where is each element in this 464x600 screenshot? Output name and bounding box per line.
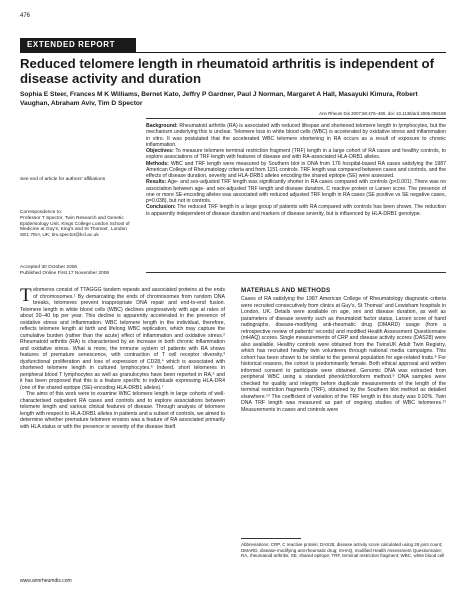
correspondence-label: Correspondence to: — [20, 210, 63, 215]
section-heading: MATERIALS AND METHODS — [241, 287, 331, 294]
dates-block — [20, 265, 132, 277]
citation-line: Ann Rheum Dis 2007;66:476–480. doi: 10.1136/ard.2006.059188 — [319, 111, 446, 116]
abstract-background: Background: Rheumatoid arthritis (RA) is associated with reduced lifespan and shortened telomere length in lymphocytes, but the mechanism underlying this is unclear. Telomere loss in white blood cells (WBC) is accelerated by oxidative stress and inflammation in vitro. It was postulated that the accelerated WBC telomere shortening in RA occurs as a result of exposure to chronic inflammation. — [146, 123, 446, 148]
drop-cap: T — [20, 285, 32, 306]
accepted-date: Accepted 30 October 2006 — [20, 265, 78, 270]
article-title: Reduced telomere length in rheumatoid arthritis is independent of disease activity and duration — [20, 56, 434, 86]
footnote-rule — [241, 538, 301, 539]
abstract-methods: Methods: WBC and TRF length were measured by Southern blot in DNA from 176 hospital-based RA cases satisfying the 1987 American College of Rheumatology criteria and from 1151 controls. TRF length was compared between cases and controls, and the effects of disease duration, severity and HLA-DRB1 alleles encoding the shared epitope (SE) were assessed. — [146, 160, 446, 179]
article-type-banner: EXTENDED REPORT — [20, 38, 136, 52]
aims-paragraph: The aims of this work were to examine WBC telomere length in large cohorts of well-characterised outpatient RA cases and controls and to explore associations between telomere length and various clinical features of disease. Through analysis of telomere length with respect to HLA-DRB1 alleles in patients and a subset of controls, we aimed to determine whether premature telomere erosion was a feature of RA associated primarily with HLA status or with the presence or severity of the disease itself. — [20, 391, 225, 430]
abbreviations-footnote: Abbreviations: CRP, C reactive protein; DAS28, disease activity score calculated using 28 joint count; DMARD, disease-modifying anti-rheumatic drug; mHAQ, modified Health Assessment Questionnaire; RA, rheumatoid arthritis; SE, shared epitope; TRF, terminal restriction fragment; WBC, white blood cell — [241, 542, 445, 559]
citation-rule — [146, 118, 446, 119]
abstract-objectives: Objectives: To measure telomere terminal restriction fragment (TRF) length in a large cohort of RA cases and healthy controls, to explore associations of TRF length with features of disease and with RA-associated HLA-DRB1 alleles. — [146, 148, 446, 161]
header-rule — [20, 52, 446, 53]
abstract-conclusion: Conclusion: The reduced TRF length in a large group of patients with RA compared with controls has been shown. The reduction is apparently independent of disease duration and markers of disease severity, but is influenced by HLA-DRB1 genotype. — [146, 204, 446, 217]
correspondence-block — [20, 210, 132, 239]
correspondence-address: Professor T Spector, Twin Research and Genetic Epidemiology Unit, Kings College London School of Medicine at Guy's, King's and St Thomas', London SE1 7EH, UK; tim.spector@kcl.ac.uk — [20, 215, 130, 239]
author-list: Sophia E Steer, Frances M K Williams, Bernet Kato, Jeffry P Gardner, Paul J Norman, Margaret A Hall, Masayuki Kimura, Robert Vaughan, Abraham Aviv, Tim D Spector — [20, 91, 418, 107]
journal-url: www.annrheumdis.com — [20, 578, 72, 584]
body-column-left — [20, 287, 225, 430]
intro-paragraph: Telomeres consist of TTAGGG tandem repeats and associated proteins at the ends of chromosomes.¹ By demarcating the ends of chromosomes from random DNA breaks, telomeres prevent inappropriate DNA repair and end-to-end fusion. Telomere length in white blood cells (WBC) declines progressively with age at rates of about 20–40 bp per year. This decline is apparently accelerated in the presence of oxidative stress and inflammation. WBC telomere length in the individual, therefore, reflects telomere length at birth and lifelong WBC replication, which may capture the cumulative burden (rather than the acute) effect of inflammation and oxidative stress.² Rheumatoid arthritis (RA) is characterised by an increase in both chronic inflammation and oxidative stress. What is more, the immune system of patients with RA shows features of premature senescence, with contraction of T cell receptor diversity,³ dysfunctional proliferation and loss of expression of CD28,⁴ which is associated with shortened telomere length in cultured lymphocytes.⁵ Indeed, short telomeres in peripheral blood T lymphocytes as well as granulocytes have been reported in RA,⁶ and it has been proposed that this is a feature specific to individuals expressing HLA-DR4 (one of the shared epitope (SE)-encoding HLA-DRB1 alleles).⁷ — [20, 285, 225, 391]
abstract-rule — [146, 272, 446, 273]
body-column-right — [241, 287, 446, 413]
author-affiliations-note: See end of article for authors' affiliations — [20, 177, 106, 182]
published-date: Published Online First 17 November 2006 — [20, 270, 110, 276]
abstract-results: Results: Age- and sex-adjusted TRF length was significantly shorter in RA cases compared with controls (p<0.001). There was no association between age- and sex-adjusted TRF length and disease duration, C reactive protein or Larsen score. The presence of one or more SE-encoding alleles was associated with reduced adjusted TRF length in RA cases (SE positive vs SE negative cases, p=0.038), but not in controls. — [146, 179, 446, 204]
methods-paragraph: Cases of RA satisfying the 1987 American College of Rheumatology diagnostic criteria were recruited consecutively from clinics at Guy's, St Thomas' and Lewisham hospitals in London, UK. Details were available on age, sex and disease duration, as well as parameters of disease severity such as rheumatoid factor status, Larsen score of hand radiographs, disease-modifying anti-rheumatic drug (DMARD) usage (from a retrospective review of patients' records) and modified Health Assessment Questionnaire (mHAQ) scores. Single measurements of CRP and disease activity scores (DAS28) were also available. Healthy controls were obtained from the TwinsUK Adult Twin Registry, which has recruited healthy twin volunteers through national media campaigns. This cohort has been shown to be similar to the general population for age-related traits.⁸ For historical reasons, the cohort is predominantly female. Both ethical approval and written informed consent to participate were obtained. Genomic DNA was extracted from peripheral WBC using a standard phenol/chloroform method.⁹ DNA samples were checked for quality and integrity before duplicate measurements of the length of the terminal restriction fragments (TRF), obtained by the Southern blot method as detailed elsewhere.¹⁰ The coefficient of variation of the TRF length in this study was 0.92%. Twin DNA TRF length was measured as part of ongoing studies of WBC telomeres.¹¹ Measurements in cases and controls were — [241, 296, 446, 413]
abstract — [146, 123, 446, 217]
page-number: 476 — [20, 13, 31, 19]
